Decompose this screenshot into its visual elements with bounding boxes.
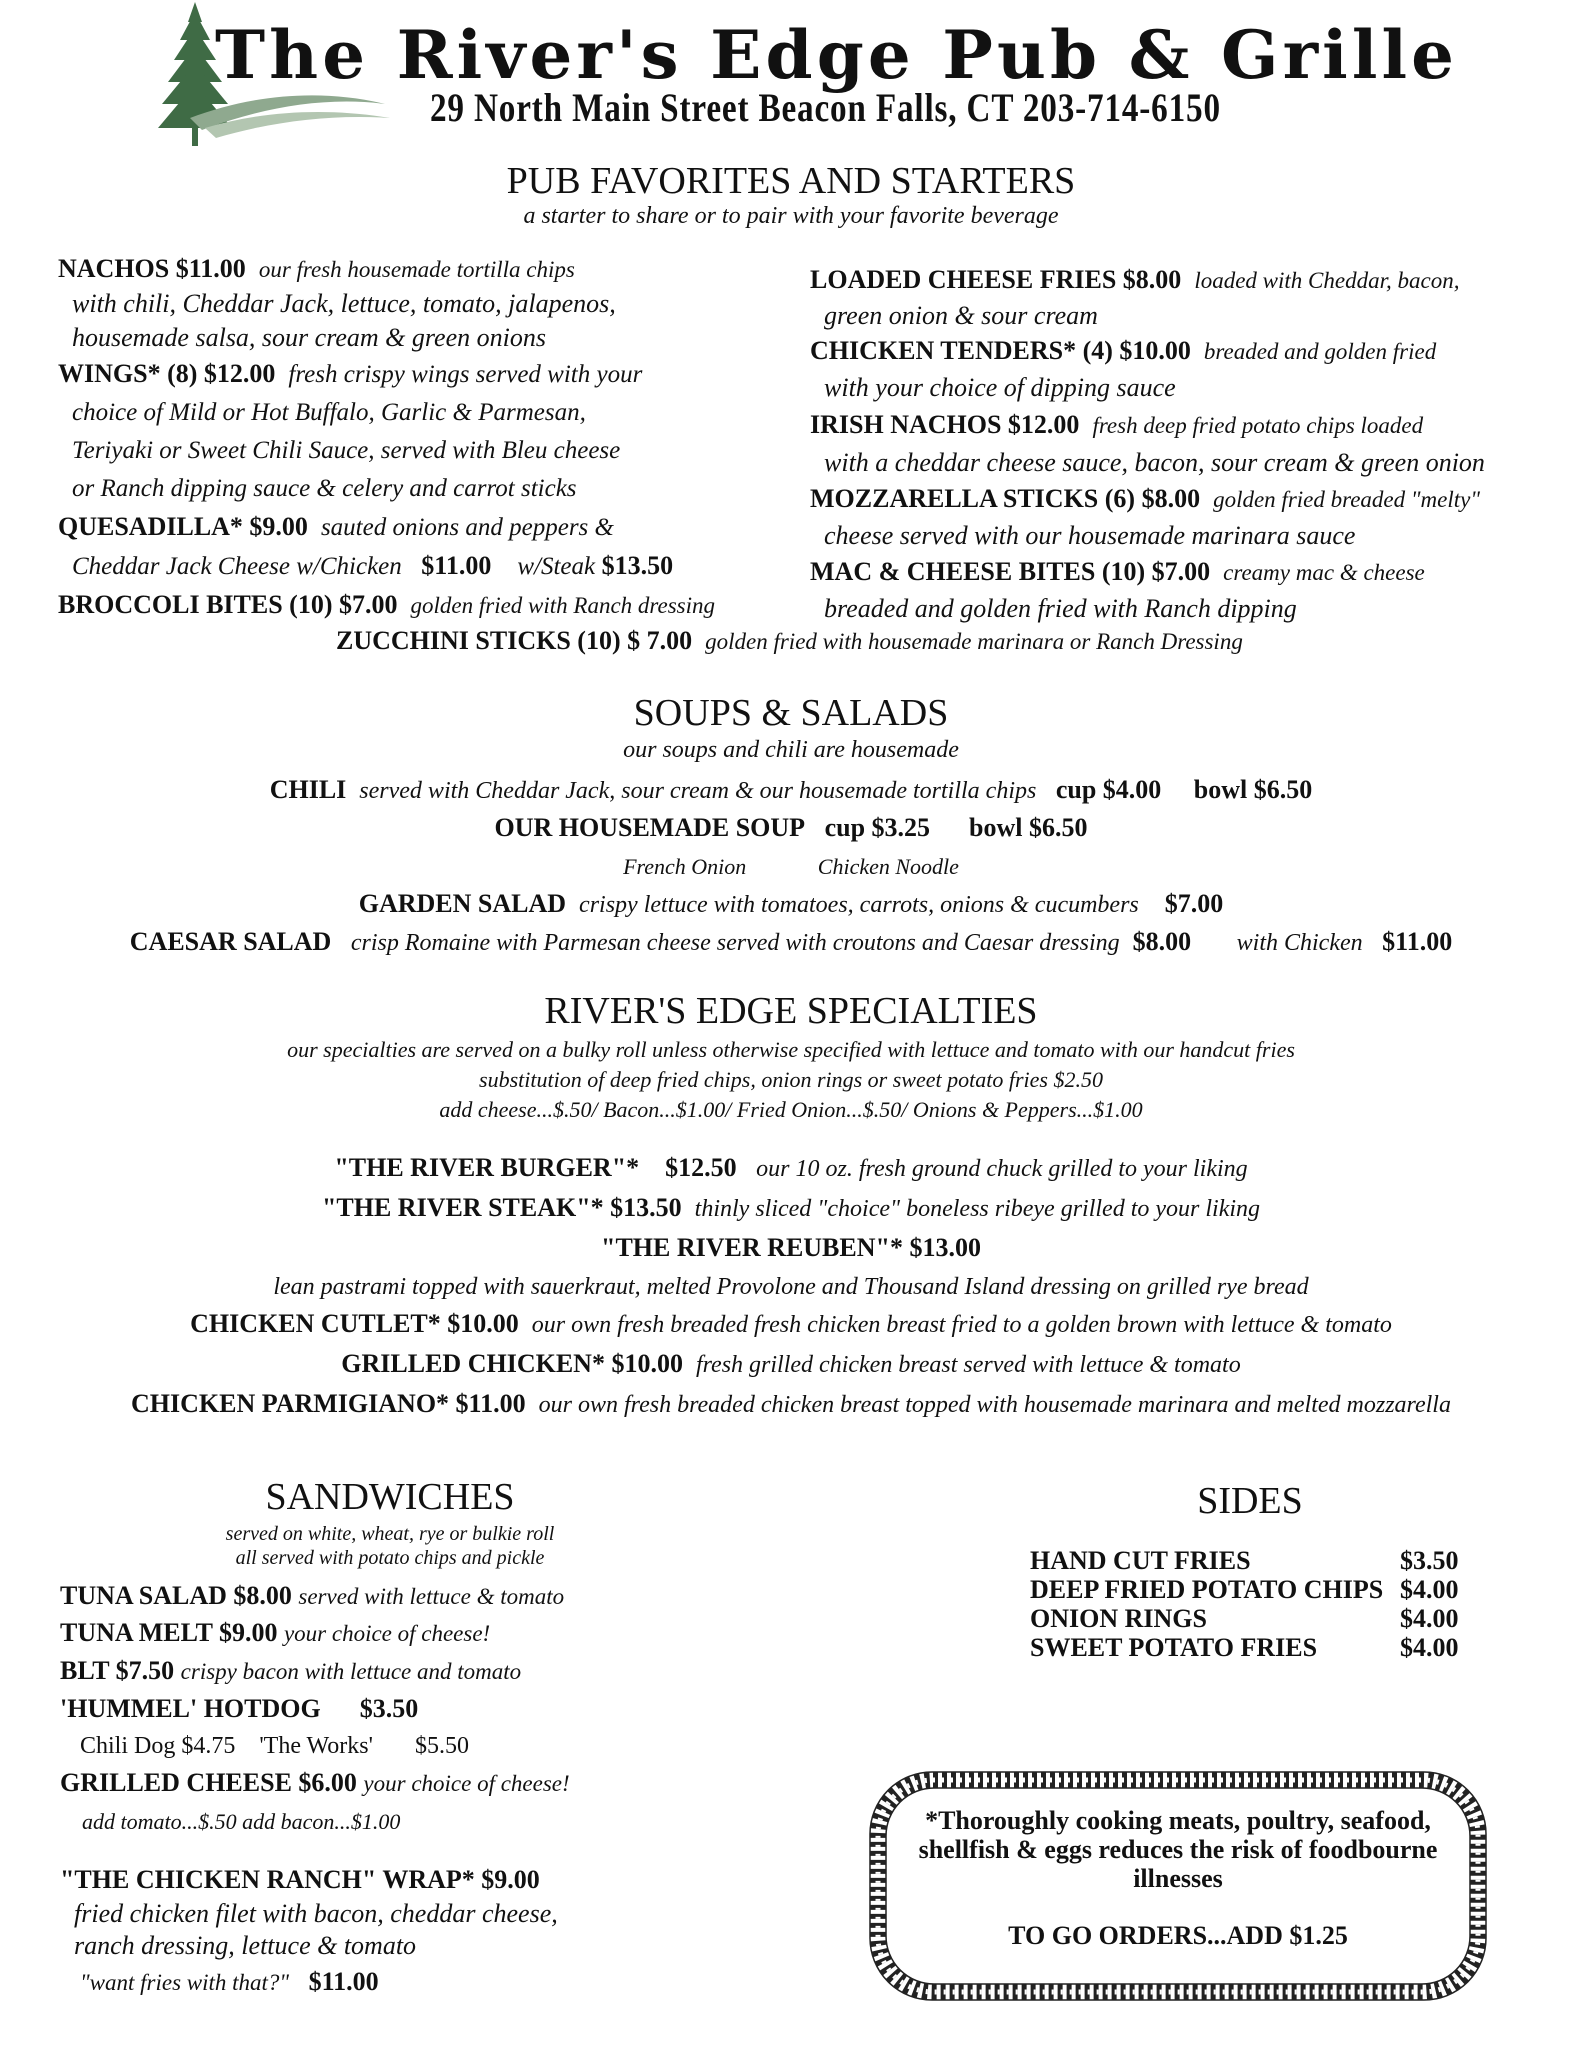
option-label: 'The Works' xyxy=(259,1733,373,1759)
item-desc: loaded with Cheddar, bacon, xyxy=(1194,268,1460,293)
item-desc: "want fries with that?" xyxy=(80,1970,290,1995)
address-line: 29 North Main Street Beacon Falls, CT 203-714-6150 xyxy=(430,85,1221,130)
item-desc: fresh grilled chicken breast served with lettuce & tomato xyxy=(695,1352,1241,1378)
item-extra: with Chicken xyxy=(1236,930,1363,956)
item-price: $12.50 xyxy=(665,1153,737,1182)
menu-item-mac-cheese-bites xyxy=(810,554,1485,591)
item-price: $7.00 xyxy=(1164,889,1224,918)
sandwiches-title: SANDWICHES xyxy=(265,1476,515,1518)
item-desc: our own fresh breaded chicken breast topped with housemade marinara and melted mozzarella xyxy=(538,1392,1451,1418)
side-price: $4.00 xyxy=(1400,1575,1459,1604)
item-desc: breaded and golden fried with Ranch dipping xyxy=(824,594,1297,623)
item-name: MOZZARELLA STICKS (6) $8.00 xyxy=(810,484,1201,513)
item-name: ZUCCHINI STICKS (10) $ 7.00 xyxy=(336,626,693,655)
item-name: "THE RIVER REUBEN"* $13.00 xyxy=(601,1233,981,1262)
item-name: TUNA SALAD $8.00 xyxy=(60,1581,292,1610)
item-desc: or Ranch dipping sauce & celery and carrot sticks xyxy=(72,475,577,502)
soup-option: French Onion xyxy=(623,854,747,879)
item-desc: creamy mac & cheese xyxy=(1223,560,1425,585)
soups-title: SOUPS & SALADS xyxy=(633,692,949,734)
sandwiches-list xyxy=(60,1578,570,2003)
item-desc: golden fried with housemade marinara or Ranch Dressing xyxy=(705,629,1243,654)
menu-item-river-steak xyxy=(0,1190,1582,1227)
menu-item-wings xyxy=(58,355,715,394)
item-desc: fried chicken filet with bacon, cheddar cheese, xyxy=(74,1899,558,1928)
item-price: $3.50 xyxy=(359,1694,419,1723)
item-extra-price: $11.00 xyxy=(1382,927,1453,956)
item-name: "THE CHICKEN RANCH" WRAP* $9.00 xyxy=(60,1865,540,1894)
side-item xyxy=(1030,1633,1470,1662)
food-safety-notice xyxy=(880,1806,1476,1950)
item-desc: golden fried with Ranch dressing xyxy=(410,593,716,618)
starters-left-column xyxy=(58,252,715,625)
menu-item-mozzarella-sticks xyxy=(810,481,1485,518)
menu-item-loaded-cheese-fries xyxy=(810,262,1485,298)
option-label: w/Steak xyxy=(517,553,596,580)
item-name: CHICKEN CUTLET* $10.00 xyxy=(190,1309,519,1338)
item-desc: crisp Romaine with Parmesan cheese served with croutons and Caesar dressing xyxy=(350,930,1120,956)
bowl-price: bowl $6.50 xyxy=(1193,775,1313,804)
menu-item-grilled-cheese xyxy=(60,1765,570,1802)
specialties-note: our specialties are served on a bulky roll unless otherwise specified with lettuce and tomato with our handcut fries xyxy=(287,1037,1295,1062)
side-name: SWEET POTATO FRIES xyxy=(1030,1633,1318,1662)
side-name: DEEP FRIED POTATO CHIPS xyxy=(1030,1575,1384,1604)
menu-item-caesar-salad xyxy=(0,924,1582,961)
menu-item-blt xyxy=(60,1652,570,1691)
item-price: $11.00 xyxy=(308,1967,379,1996)
item-desc: thinly sliced "choice" boneless ribeye grilled to your liking xyxy=(694,1196,1261,1222)
item-desc: fresh deep fried potato chips loaded xyxy=(1092,413,1424,438)
item-desc: with a cheddar cheese sauce, bacon, sour cream & green onion xyxy=(824,448,1485,477)
side-name: HAND CUT FRIES xyxy=(1030,1546,1251,1575)
menu-item-irish-nachos xyxy=(810,406,1485,444)
menu-item-nachos xyxy=(58,252,715,287)
notice-line: shellfish & eggs reduces the risk of foodbourne xyxy=(918,1835,1438,1864)
menu-item-tuna-melt xyxy=(60,1615,570,1652)
item-desc: cheese served with our housemade marinara sauce xyxy=(824,521,1356,550)
menu-item-quesadilla xyxy=(58,508,715,547)
notice-line: illnesses xyxy=(1133,1864,1223,1893)
item-name: WINGS* (8) $12.00 xyxy=(58,359,276,388)
menu-item-chicken-tenders xyxy=(810,333,1485,370)
quesadilla-options xyxy=(58,547,715,586)
wrap-fries-upsell xyxy=(60,1962,570,2003)
specialties-title: RIVER'S EDGE SPECIALTIES xyxy=(544,990,1038,1032)
soup-option: Chicken Noodle xyxy=(817,854,959,879)
item-name: CHILI xyxy=(269,775,347,804)
item-desc: crispy bacon with lettuce and tomato xyxy=(180,1659,522,1684)
cup-price: cup $3.25 xyxy=(824,813,931,842)
item-desc: crispy lettuce with tomatoes, carrots, onions & cucumbers xyxy=(579,892,1139,918)
item-desc: choice of Mild or Hot Buffalo, Garlic & Parmesan, xyxy=(72,399,586,426)
item-name: CHICKEN PARMIGIANO* $11.00 xyxy=(131,1389,526,1418)
option-price: $13.50 xyxy=(601,551,674,580)
item-desc: our 10 oz. fresh ground chuck grilled to your liking xyxy=(756,1156,1248,1182)
menu-item-chicken-cutlet xyxy=(0,1306,1582,1343)
item-name: BLT $7.50 xyxy=(60,1656,175,1685)
item-desc: your choice of cheese! xyxy=(363,1771,570,1796)
side-name: ONION RINGS xyxy=(1030,1604,1207,1633)
item-name: "THE RIVER BURGER"* xyxy=(334,1153,640,1182)
item-desc: ranch dressing, lettuce & tomato xyxy=(74,1931,417,1960)
item-desc: our fresh housemade tortilla chips xyxy=(258,257,575,282)
item-name: NACHOS $11.00 xyxy=(58,254,246,283)
menu-item-tuna-salad xyxy=(60,1578,570,1615)
item-price: $8.00 xyxy=(1132,927,1192,956)
item-name: TUNA MELT $9.00 xyxy=(60,1618,278,1647)
menu-item-chicken-ranch-wrap xyxy=(60,1862,570,1898)
bowl-price: bowl $6.50 xyxy=(969,813,1088,842)
item-name: LOADED CHEESE FRIES $8.00 xyxy=(810,265,1182,294)
side-price: $3.50 xyxy=(1400,1546,1459,1575)
item-name: GARDEN SALAD xyxy=(358,889,567,918)
specialties-note: add cheese...$.50/ Bacon...$1.00/ Fried Onion...$.50/ Onions & Peppers...$1.00 xyxy=(439,1097,1143,1122)
item-desc: lean pastrami topped with sauerkraut, melted Provolone and Thousand Island dressing on grilled rye bread xyxy=(273,1274,1309,1300)
menu-item-housemade-soup xyxy=(0,810,1582,846)
item-desc: served with Cheddar Jack, sour cream & our housemade tortilla chips xyxy=(359,778,1037,804)
reuben-desc xyxy=(0,1268,1582,1305)
item-desc: sauted onions and peppers & xyxy=(320,514,614,541)
item-desc: with chili, Cheddar Jack, lettuce, tomato, jalapenos, xyxy=(72,289,616,318)
sandwiches-subtitle: all served with potato chips and pickle xyxy=(235,1547,545,1569)
starters-title: PUB FAVORITES AND STARTERS xyxy=(506,160,1076,202)
menu-item-river-burger xyxy=(0,1150,1582,1187)
menu-item-grilled-chicken xyxy=(0,1346,1582,1383)
item-desc: with your choice of dipping sauce xyxy=(824,373,1176,402)
side-price: $4.00 xyxy=(1400,1633,1459,1662)
item-desc: golden fried breaded "melty" xyxy=(1213,487,1481,512)
sandwiches-subtitle: served on white, wheat, rye or bulkie roll xyxy=(225,1523,555,1545)
menu-item-zucchini-sticks xyxy=(336,623,1243,660)
menu-item-broccoli-bites xyxy=(58,586,715,625)
notice-line: *Thoroughly cooking meats, poultry, seafood, xyxy=(925,1806,1431,1835)
sides-title: SIDES xyxy=(1197,1480,1303,1522)
to-go-notice: TO GO ORDERS...ADD $1.25 xyxy=(1008,1921,1348,1950)
item-desc: breaded and golden fried xyxy=(1203,339,1437,364)
side-item xyxy=(1030,1604,1470,1633)
starters-right-column xyxy=(810,262,1485,627)
menu-item-chili xyxy=(0,772,1582,809)
item-name: GRILLED CHICKEN* $10.00 xyxy=(341,1349,683,1378)
side-price: $4.00 xyxy=(1400,1604,1459,1633)
item-desc: Teriyaki or Sweet Chili Sauce, served with Bleu cheese xyxy=(72,437,621,464)
specialties-note: substitution of deep fried chips, onion rings or sweet potato fries $2.50 xyxy=(479,1067,1103,1092)
restaurant-name: The River's Edge Pub & Grille xyxy=(215,16,1459,94)
hotdog-options xyxy=(60,1727,570,1765)
item-desc: green onion & sour cream xyxy=(824,301,1098,330)
item-name: MAC & CHEESE BITES (10) $7.00 xyxy=(810,557,1211,586)
item-name: GRILLED CHEESE $6.00 xyxy=(60,1768,357,1797)
item-desc: our own fresh breaded fresh chicken breast fried to a golden brown with lettuce & tomato xyxy=(531,1312,1392,1338)
item-name: IRISH NACHOS $12.00 xyxy=(810,410,1080,439)
option-label: Chili Dog $4.75 xyxy=(80,1733,236,1759)
item-desc: housemade salsa, sour cream & green onions xyxy=(72,323,546,352)
item-desc: fresh crispy wings served with your xyxy=(288,361,643,388)
soups-subtitle: our soups and chili are housemade xyxy=(623,737,959,763)
grilled-cheese-addons: add tomato...$.50 add bacon...$1.00 xyxy=(82,1809,401,1834)
item-desc: served with lettuce & tomato xyxy=(298,1584,565,1609)
option-price: $11.00 xyxy=(421,551,492,580)
menu-item-river-reuben xyxy=(0,1230,1582,1266)
menu-item-hummel-hotdog xyxy=(60,1691,570,1727)
option-label: Cheddar Jack Cheese w/Chicken xyxy=(72,553,402,580)
item-name: QUESADILLA* $9.00 xyxy=(58,512,308,541)
soup-options xyxy=(0,848,1582,885)
item-name: BROCCOLI BITES (10) $7.00 xyxy=(58,590,398,619)
item-name: CAESAR SALAD xyxy=(129,927,332,956)
side-item xyxy=(1030,1575,1470,1604)
item-name: "THE RIVER STEAK"* $13.50 xyxy=(321,1193,682,1222)
cup-price: cup $4.00 xyxy=(1055,775,1162,804)
side-item xyxy=(1030,1546,1470,1575)
menu-item-chicken-parmigiano xyxy=(0,1386,1582,1423)
starters-subtitle: a starter to share or to pair with your favorite beverage xyxy=(523,203,1059,229)
option-price: $5.50 xyxy=(414,1733,469,1759)
menu-item-garden-salad xyxy=(0,886,1582,923)
item-desc: your choice of cheese! xyxy=(283,1621,491,1646)
item-name: 'HUMMEL' HOTDOG xyxy=(60,1694,321,1723)
item-name: OUR HOUSEMADE SOUP xyxy=(494,813,806,842)
item-name: CHICKEN TENDERS* (4) $10.00 xyxy=(810,336,1191,365)
